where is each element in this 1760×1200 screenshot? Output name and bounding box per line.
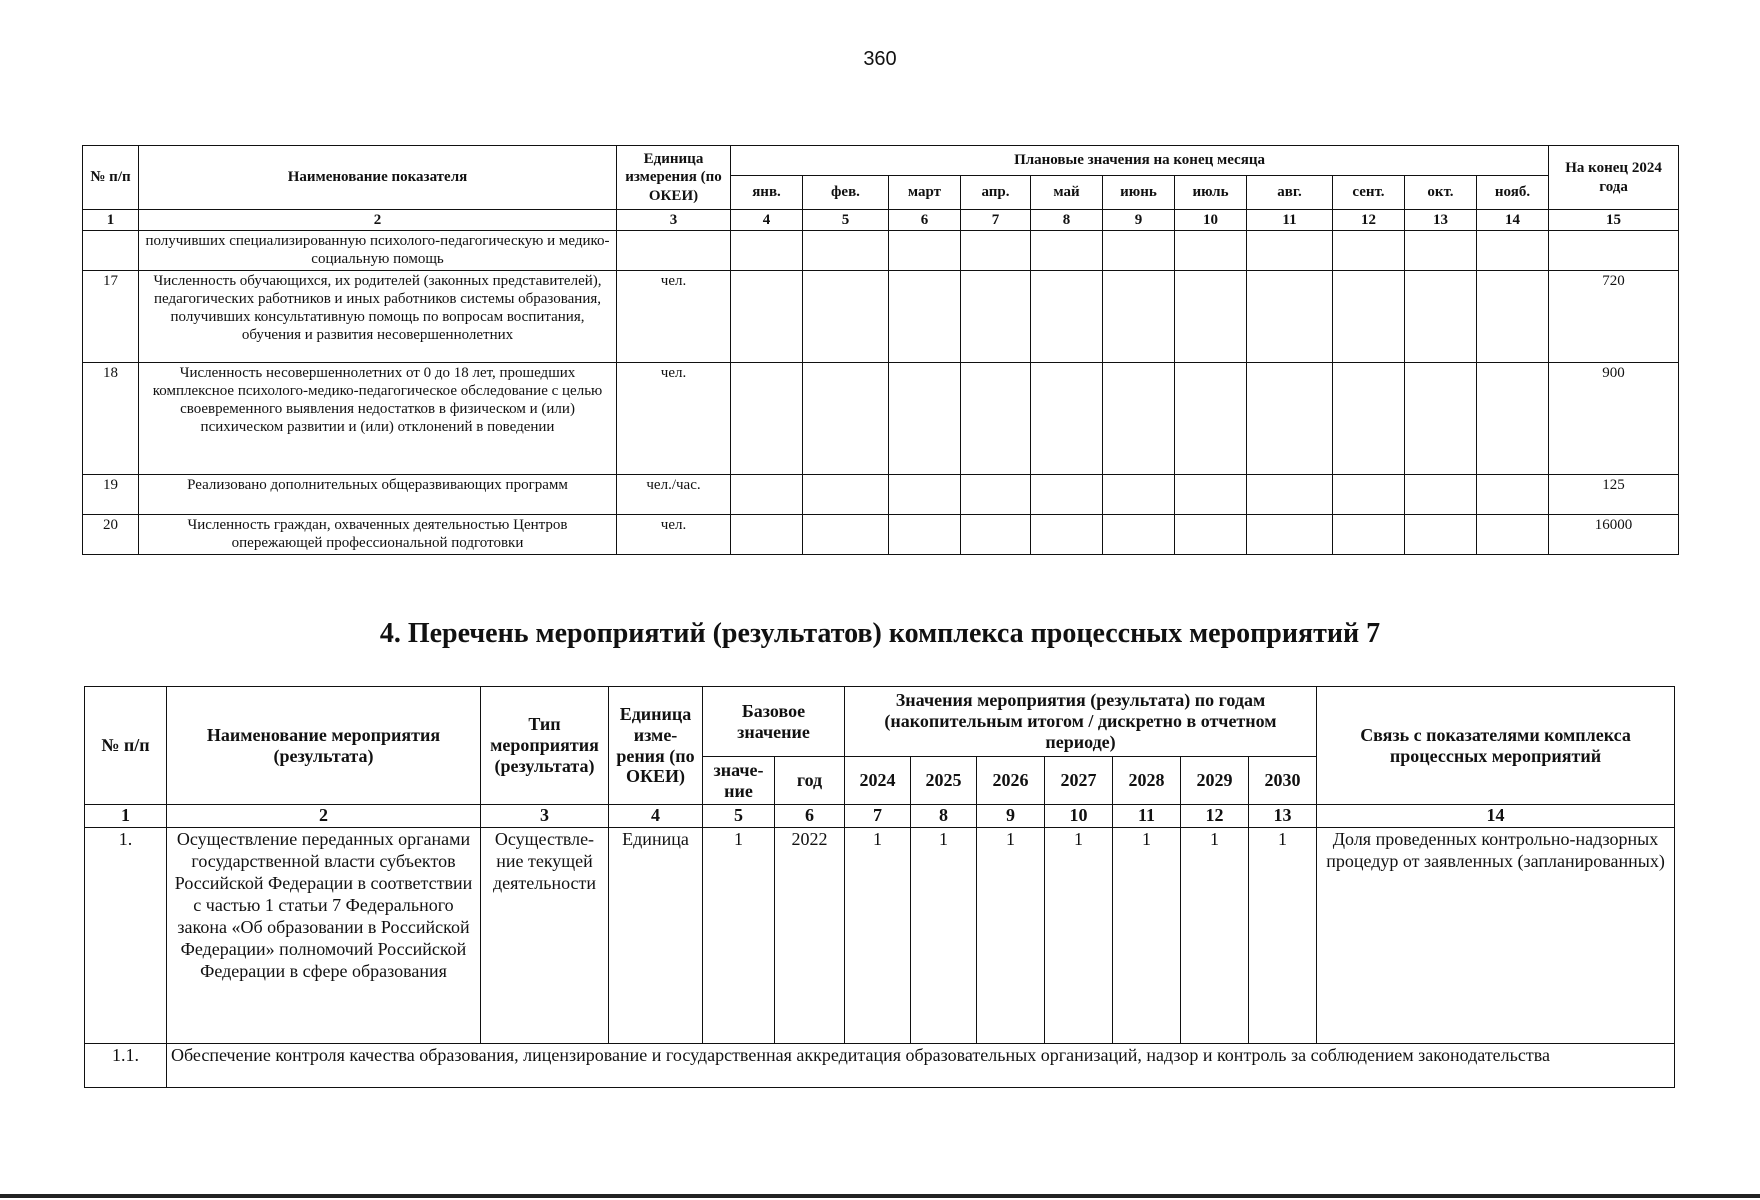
month-value-cell	[803, 362, 889, 474]
indicator-name: Численность граждан, охваченных деятельностью Центров опережающей профессиональной подготовки	[139, 514, 617, 554]
month-value-cell	[1175, 474, 1247, 514]
header-year: 2025	[911, 757, 977, 805]
table-row	[83, 474, 1679, 514]
month-value-cell	[889, 231, 961, 271]
header-base-value: Базовое значение	[703, 687, 845, 757]
year-value: 1	[1113, 828, 1181, 1044]
month-value-cell	[1333, 362, 1405, 474]
row-num	[83, 231, 139, 271]
column-index: 15	[1549, 210, 1679, 231]
column-index: 11	[1113, 805, 1181, 828]
table-row	[85, 828, 1675, 1044]
year-value: 1	[1249, 828, 1317, 1044]
column-index: 13	[1249, 805, 1317, 828]
month-value-cell	[889, 270, 961, 362]
header-month: июнь	[1103, 176, 1175, 210]
header-month: нояб.	[1477, 176, 1549, 210]
table-row	[85, 1044, 1675, 1088]
column-index: 6	[889, 210, 961, 231]
month-value-cell	[1405, 514, 1477, 554]
column-index: 11	[1247, 210, 1333, 231]
month-value-cell	[889, 514, 961, 554]
month-value-cell	[1103, 270, 1175, 362]
indicator-name: Численность обучающихся, их родителей (законных представителей), педагогических работников и иных работников системы образования, получивших консультативную помощь по вопросам воспитания, обучения и развития несовершеннолетних	[139, 270, 617, 362]
month-value-cell	[961, 231, 1031, 271]
column-index: 7	[961, 210, 1031, 231]
month-value-cell	[1477, 514, 1549, 554]
header-month: окт.	[1405, 176, 1477, 210]
month-value-cell	[1333, 474, 1405, 514]
column-index: 8	[911, 805, 977, 828]
month-value-cell	[803, 514, 889, 554]
row-num: 19	[83, 474, 139, 514]
month-value-cell	[1175, 362, 1247, 474]
table-row	[83, 514, 1679, 554]
column-index: 14	[1317, 805, 1675, 828]
header-base-value-year: год	[775, 757, 845, 805]
year-value: 1	[845, 828, 911, 1044]
page-number: 360	[863, 48, 897, 70]
header-name: Наименование показателя	[139, 146, 617, 210]
header-month: авг.	[1247, 176, 1333, 210]
base-value: 1	[703, 828, 775, 1044]
month-value-cell	[731, 362, 803, 474]
indicator-name: получивших специализированную психолого-педагогическую и медико-социальную помощь	[139, 231, 617, 271]
month-value-cell	[1175, 231, 1247, 271]
activities-table	[84, 686, 1675, 1088]
indicator-unit: чел./час.	[617, 474, 731, 514]
month-value-cell	[1333, 231, 1405, 271]
header-month: янв.	[731, 176, 803, 210]
header-month: сент.	[1333, 176, 1405, 210]
column-index: 10	[1045, 805, 1113, 828]
month-value-cell	[1405, 270, 1477, 362]
row-num: 20	[83, 514, 139, 554]
header-end-of-year: На конец 2024 года	[1549, 146, 1679, 210]
month-value-cell	[961, 362, 1031, 474]
header-year: 2028	[1113, 757, 1181, 805]
column-index: 13	[1405, 210, 1477, 231]
header-month: июль	[1175, 176, 1247, 210]
column-index: 1	[83, 210, 139, 231]
indicator-unit: чел.	[617, 514, 731, 554]
month-value-cell	[1477, 474, 1549, 514]
month-value-cell	[1103, 514, 1175, 554]
header-year: 2029	[1181, 757, 1249, 805]
bottom-border-line	[0, 1194, 1760, 1198]
month-value-cell	[1333, 270, 1405, 362]
month-value-cell	[731, 474, 803, 514]
header-month: апр.	[961, 176, 1031, 210]
indicator-name: Реализовано дополнительных общеразвивающих программ	[139, 474, 617, 514]
table-row	[83, 270, 1679, 362]
month-value-cell	[1175, 270, 1247, 362]
month-value-cell	[1247, 362, 1333, 474]
base-year: 2022	[775, 828, 845, 1044]
indicator-unit	[617, 231, 731, 271]
month-value-cell	[803, 231, 889, 271]
column-index: 3	[481, 805, 609, 828]
column-index: 7	[845, 805, 911, 828]
header-num: № п/п	[83, 146, 139, 210]
header-base-value-value: значе-ние	[703, 757, 775, 805]
month-value-cell	[1247, 231, 1333, 271]
month-value-cell	[1103, 231, 1175, 271]
end-of-year-value: 720	[1549, 270, 1679, 362]
month-value-cell	[1477, 270, 1549, 362]
column-index-row	[85, 805, 1675, 828]
month-value-cell	[961, 474, 1031, 514]
month-value-cell	[803, 474, 889, 514]
month-value-cell	[1405, 474, 1477, 514]
month-value-cell	[1031, 362, 1103, 474]
column-index: 14	[1477, 210, 1549, 231]
month-value-cell	[1031, 514, 1103, 554]
indicator-name: Численность несовершеннолетних от 0 до 18 лет, прошедших комплексное психолого-медико-педагогическое обследование с целью своевременного выявления недостатков в физическом и (или) психическом развитии и (или) отклонений в поведении	[139, 362, 617, 474]
section-title: 4. Перечень мероприятий (результатов) комплекса процессных мероприятий 7	[379, 618, 1381, 649]
column-index: 5	[703, 805, 775, 828]
month-value-cell	[1247, 514, 1333, 554]
month-value-cell	[1103, 362, 1175, 474]
year-value: 1	[1181, 828, 1249, 1044]
end-of-year-value: 16000	[1549, 514, 1679, 554]
month-value-cell	[1247, 270, 1333, 362]
month-value-cell	[1477, 362, 1549, 474]
end-of-year-value	[1549, 231, 1679, 271]
header-year: 2024	[845, 757, 911, 805]
month-value-cell	[1405, 231, 1477, 271]
header-year: 2030	[1249, 757, 1317, 805]
month-value-cell	[731, 514, 803, 554]
indicator-link: Доля проведенных контрольно-надзорных процедур от заявленных (запланированных)	[1317, 828, 1675, 1044]
month-value-cell	[803, 270, 889, 362]
table-row	[83, 362, 1679, 474]
row-num: 18	[83, 362, 139, 474]
header-year-values: Значения мероприятия (результата) по годам (накопительным итогом / дискретно в отчетном периоде)	[845, 687, 1317, 757]
year-value: 1	[911, 828, 977, 1044]
header-month: фев.	[803, 176, 889, 210]
end-of-year-value: 900	[1549, 362, 1679, 474]
subactivity-text: Обеспечение контроля качества образования, лицензирование и государственная аккредитация образовательных организаций, надзор и контроль за соблюдением законодательства	[167, 1044, 1675, 1088]
header-activity-name: Наименование мероприятия (результата)	[167, 687, 481, 805]
header-unit: Единица изме-рения (по ОКЕИ)	[609, 687, 703, 805]
column-index-row	[83, 210, 1679, 231]
header-unit: Единица измерения (по ОКЕИ)	[617, 146, 731, 210]
header-activity-type: Тип мероприятия (результата)	[481, 687, 609, 805]
month-value-cell	[961, 514, 1031, 554]
row-num: 17	[83, 270, 139, 362]
header-planned-values: Плановые значения на конец месяца	[731, 146, 1549, 176]
column-index: 8	[1031, 210, 1103, 231]
month-value-cell	[1405, 362, 1477, 474]
month-value-cell	[731, 231, 803, 271]
header-link: Связь с показателями комплекса процессных мероприятий	[1317, 687, 1675, 805]
row-num: 1.	[85, 828, 167, 1044]
year-value: 1	[977, 828, 1045, 1044]
column-index: 6	[775, 805, 845, 828]
month-value-cell	[1477, 231, 1549, 271]
header-num: № п/п	[85, 687, 167, 805]
month-value-cell	[1333, 514, 1405, 554]
column-index: 5	[803, 210, 889, 231]
activity-name: Осуществление переданных органами государственной власти субъектов Российской Федерации в соответствии с частью 1 статьи 7 Федерального закона «Об образовании в Российской Федерации» полномочий Российской Федерации в сфере образования	[167, 828, 481, 1044]
activity-unit: Единица	[609, 828, 703, 1044]
end-of-year-value: 125	[1549, 474, 1679, 514]
month-value-cell	[1031, 474, 1103, 514]
column-index: 2	[139, 210, 617, 231]
indicators-table	[82, 145, 1679, 555]
activity-type: Осуществле-ние текущей деятельности	[481, 828, 609, 1044]
column-index: 12	[1181, 805, 1249, 828]
column-index: 9	[1103, 210, 1175, 231]
table-row	[83, 231, 1679, 271]
month-value-cell	[1031, 231, 1103, 271]
column-index: 4	[609, 805, 703, 828]
month-value-cell	[889, 362, 961, 474]
column-index: 10	[1175, 210, 1247, 231]
month-value-cell	[731, 270, 803, 362]
header-month: март	[889, 176, 961, 210]
column-index: 1	[85, 805, 167, 828]
column-index: 4	[731, 210, 803, 231]
indicator-unit: чел.	[617, 362, 731, 474]
month-value-cell	[1175, 514, 1247, 554]
header-month: май	[1031, 176, 1103, 210]
month-value-cell	[1031, 270, 1103, 362]
month-value-cell	[1247, 474, 1333, 514]
year-value: 1	[1045, 828, 1113, 1044]
header-year: 2027	[1045, 757, 1113, 805]
month-value-cell	[1103, 474, 1175, 514]
column-index: 9	[977, 805, 1045, 828]
column-index: 12	[1333, 210, 1405, 231]
row-num: 1.1.	[85, 1044, 167, 1088]
column-index: 2	[167, 805, 481, 828]
header-year: 2026	[977, 757, 1045, 805]
month-value-cell	[889, 474, 961, 514]
indicator-unit: чел.	[617, 270, 731, 362]
column-index: 3	[617, 210, 731, 231]
month-value-cell	[961, 270, 1031, 362]
